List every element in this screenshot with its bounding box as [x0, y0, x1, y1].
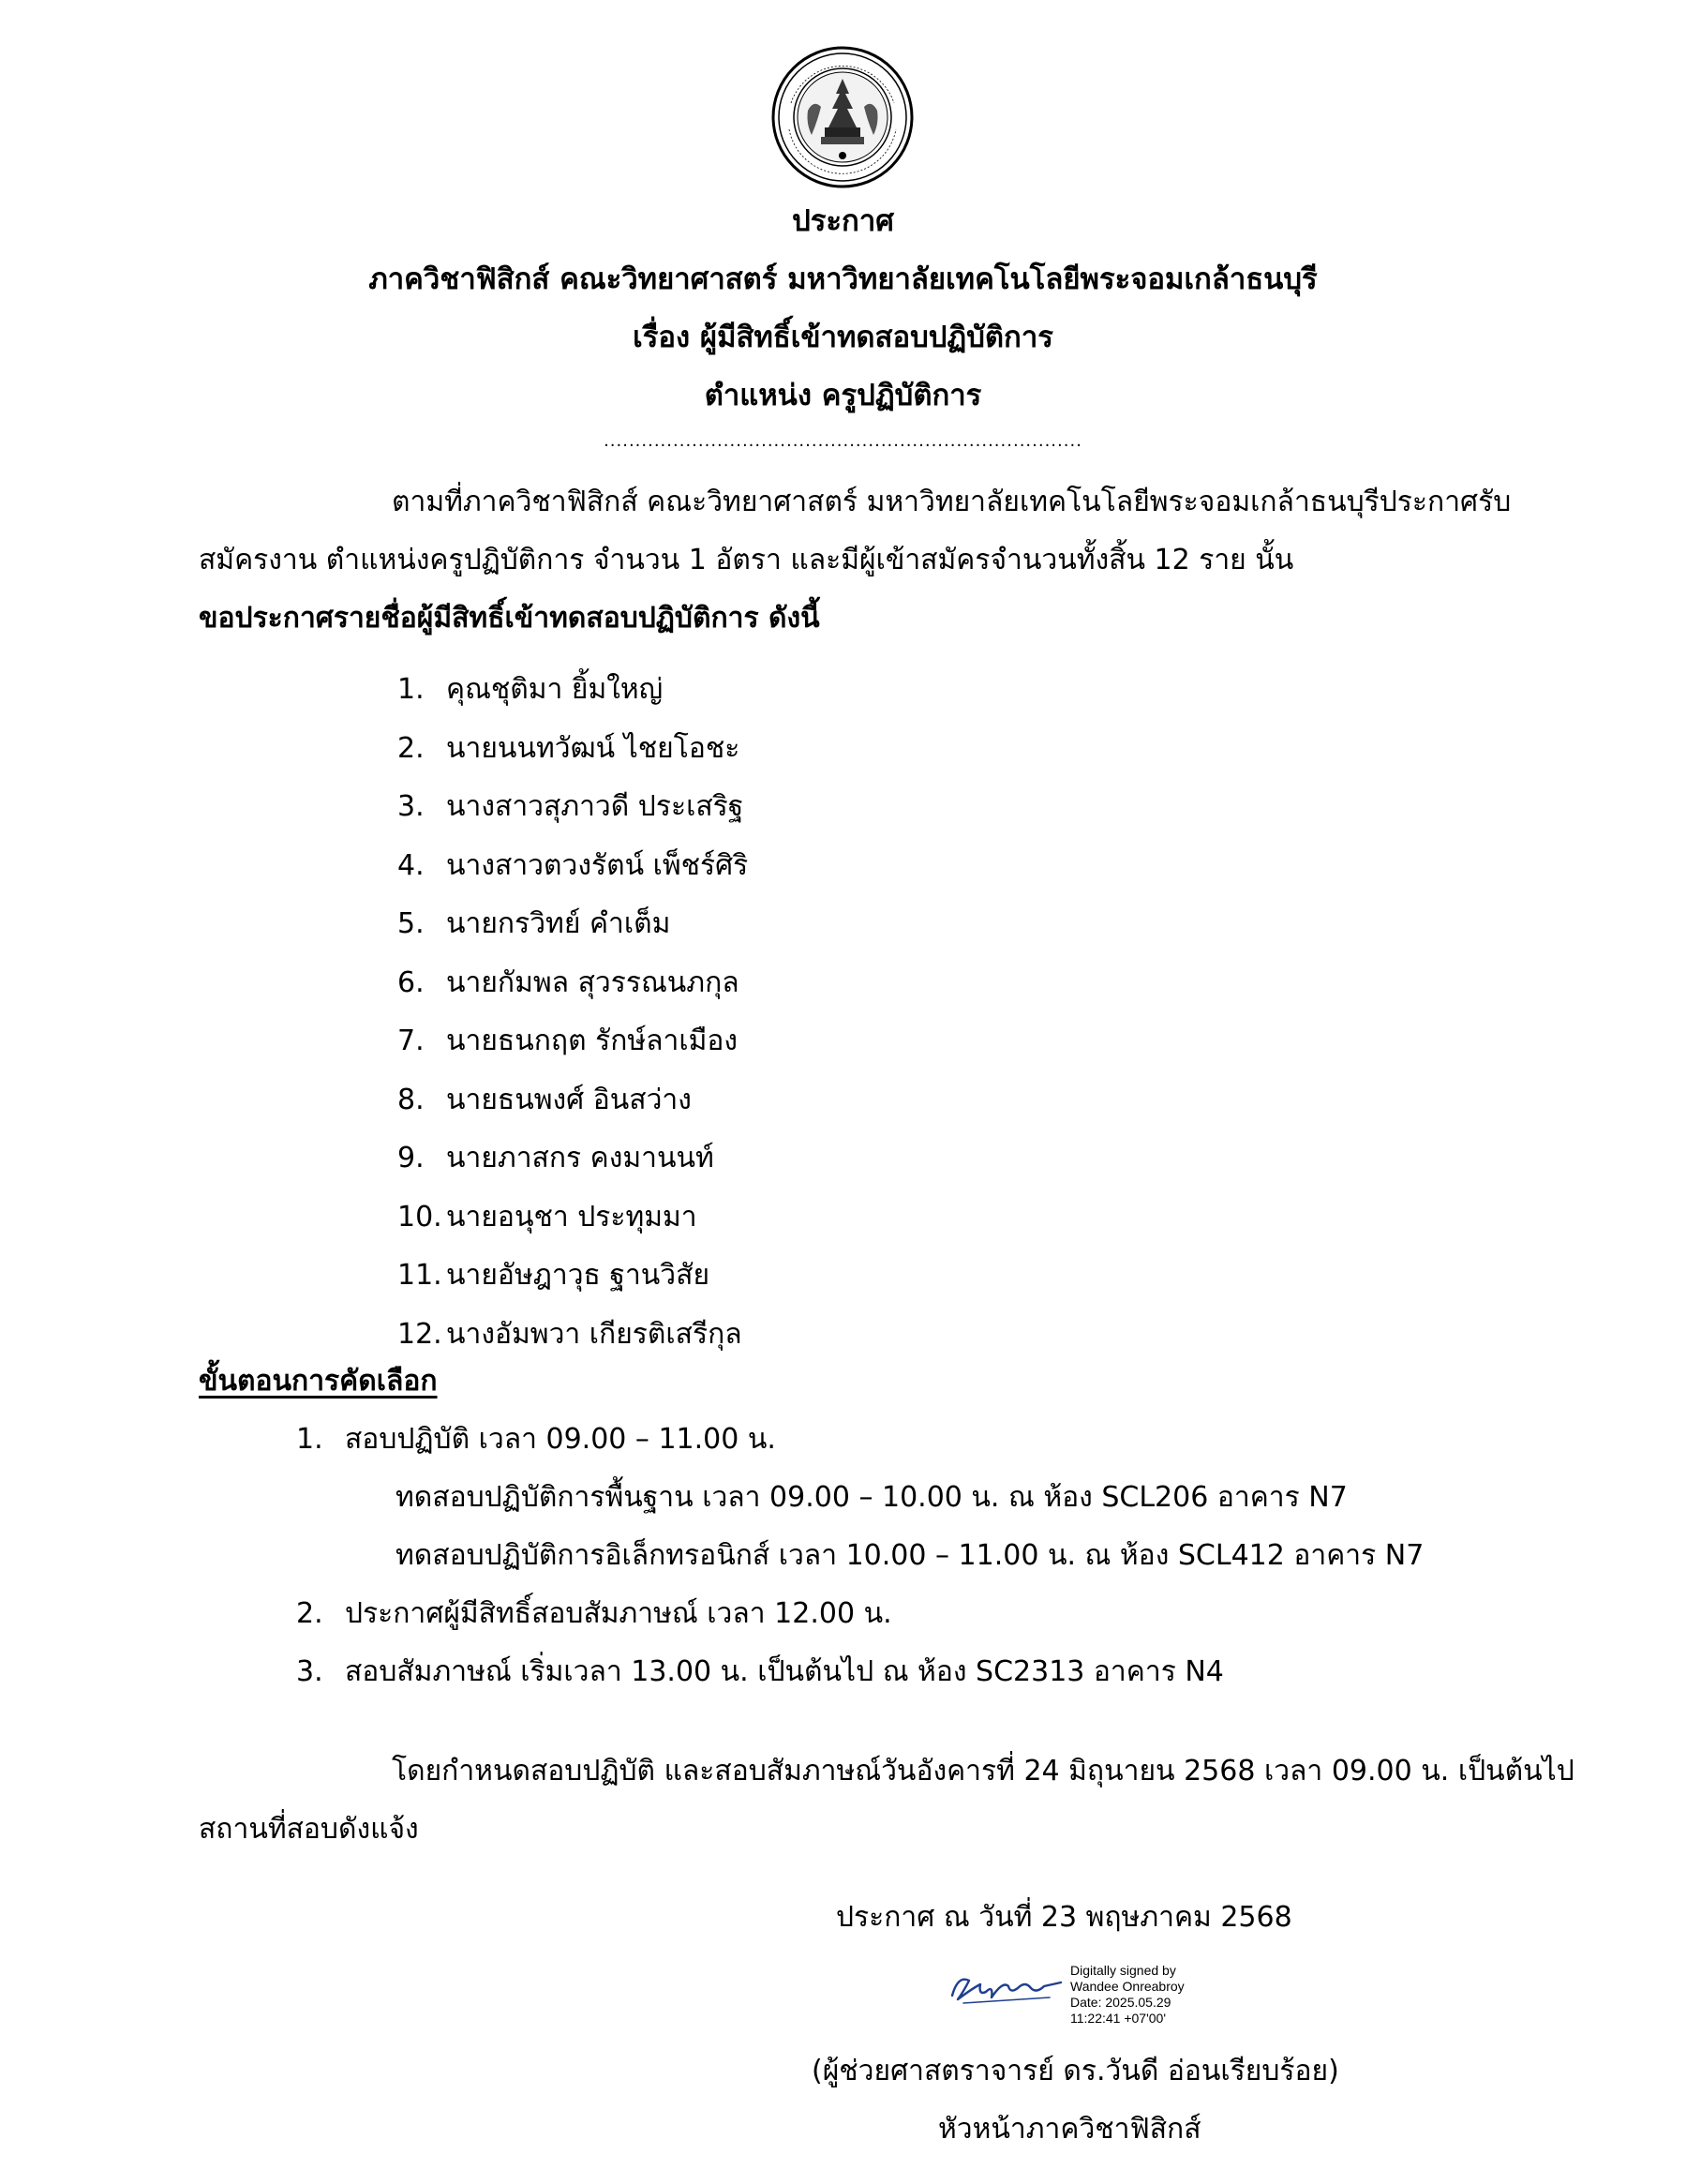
university-seal-logo — [770, 45, 915, 189]
dotted-divider: ............................................................................ — [604, 431, 1082, 451]
signer-role: หัวหน้าภาควิชาฟิสิกส์ — [938, 2113, 1201, 2146]
step-number: 3. — [296, 1655, 323, 1688]
candidate-item — [397, 785, 743, 829]
department-line: ภาควิชาฟิสิกส์ คณะวิทยาศาสตร์ มหาวิทยาลัยเทคโนโลยีพระจอมเกล้าธนบุรี — [368, 262, 1318, 296]
candidate-number: 2. — [397, 731, 425, 765]
procedure-step — [296, 1650, 1224, 1694]
candidate-name: นายภาสกร คงมานนท์ — [446, 1142, 714, 1174]
procedure-sub-2: ทดสอบปฏิบัติการอิเล็กทรอนิกส์ เวลา 10.00 – 11.00 น. ณ ห้อง SCL412 อาคาร N7 — [395, 1539, 1425, 1572]
digital-signed-by: Digitally signed by — [1070, 1963, 1176, 1978]
step-number: 2. — [296, 1597, 323, 1630]
step-text: สอบสัมภาษณ์ เริ่มเวลา 13.00 น. เป็นต้นไป ณ ห้อง SC2313 อาคาร N4 — [345, 1655, 1224, 1688]
candidate-name: นายอนุชา ประทุมมา — [446, 1200, 697, 1234]
signer-name: (ผู้ช่วยศาสตราจารย์ ดร.วันดี อ่อนเรียบร้อย) — [812, 2055, 1339, 2087]
procedure-heading: ขั้นตอนการคัดเลือก — [199, 1365, 438, 1398]
candidate-name: นางสาวตวงรัตน์ เพ็ชร์ศิริ — [446, 848, 749, 882]
handwritten-signature — [945, 1964, 1067, 2011]
candidate-name: นายกรวิทย์ คำเต็ม — [446, 907, 671, 940]
intro-line-1: ตามที่ภาควิชาฟิสิกส์ คณะวิทยาศาสตร์ มหาวิทยาลัยเทคโนโลยีพระจอมเกล้าธนบุรีประกาศรับ — [392, 486, 1512, 518]
step-text: ประกาศผู้มีสิทธิ์สอบสัมภาษณ์ เวลา 12.00 น. — [345, 1597, 892, 1630]
candidate-item — [397, 1253, 709, 1297]
closing-line-1: โดยกำหนดสอบปฏิบัติ และสอบสัมภาษณ์วันอังคารที่ 24 มิถุนายน 2568 เวลา 09.00 น. เป็นต้นไป — [392, 1755, 1574, 1788]
closing-line-2: สถานที่สอบดังแจ้ง — [199, 1813, 419, 1846]
candidate-item — [397, 1078, 692, 1122]
candidate-item — [397, 1312, 742, 1356]
candidate-name: นายธนกฤต รักษ์ลาเมือง — [446, 1025, 739, 1057]
candidate-number: 9. — [397, 1142, 425, 1174]
candidate-item — [397, 1019, 738, 1063]
candidate-item — [397, 902, 670, 946]
candidate-item — [397, 1136, 714, 1180]
candidate-number: 10. — [397, 1200, 442, 1234]
candidate-name: นายนนทวัฒน์ ไชยโอชะ — [446, 731, 740, 765]
announce-heading: ขอประกาศรายชื่อผู้มีสิทธิ์เข้าทดสอบปฏิบัติการ ดังนี้ — [199, 602, 820, 635]
digital-sign-date: Date: 2025.05.29 — [1070, 1995, 1171, 2010]
candidate-item — [397, 667, 663, 711]
candidate-item — [397, 1195, 697, 1239]
position-line: ตำแหน่ง ครูปฏิบัติการ — [704, 379, 982, 412]
candidate-number: 6. — [397, 965, 425, 999]
candidate-number: 7. — [397, 1025, 425, 1057]
candidate-name: นายอัษฎาวุธ ฐานวิสัย — [446, 1259, 710, 1292]
procedure-step — [296, 1592, 892, 1636]
step-text: สอบปฏิบัติ เวลา 09.00 – 11.00 น. — [345, 1423, 776, 1456]
procedure-sub-1: ทดสอบปฏิบัติการพื้นฐาน เวลา 09.00 – 10.00 น. ณ ห้อง SCL206 อาคาร N7 — [395, 1481, 1348, 1514]
candidate-item — [397, 961, 739, 1005]
candidate-number: 11. — [397, 1259, 442, 1292]
step-number: 1. — [296, 1423, 323, 1456]
procedure-step — [296, 1417, 776, 1461]
digital-sign-time: 11:22:41 +07'00' — [1070, 2011, 1167, 2026]
candidate-number: 12. — [397, 1317, 442, 1351]
candidate-number: 1. — [397, 673, 425, 706]
candidate-name: คุณชุติมา ยิ้มใหญ่ — [446, 673, 664, 706]
candidate-item — [397, 844, 748, 888]
candidate-name: นางสาวสุภาวดี ประเสริฐ — [446, 790, 744, 823]
candidate-number: 8. — [397, 1083, 425, 1116]
digital-signature-text — [1070, 1963, 1185, 2027]
candidate-number: 4. — [397, 848, 425, 882]
announcement-title: ประกาศ — [792, 204, 894, 238]
intro-line-2: สมัครงาน ตำแหน่งครูปฏิบัติการ จำนวน 1 อัตรา และมีผู้เข้าสมัครจำนวนทั้งสิ้น 12 ราย นั้น — [199, 544, 1294, 576]
candidate-name: นายกัมพล สุวรรณนภกุล — [446, 965, 739, 999]
candidate-item — [397, 726, 739, 770]
subject-line: เรื่อง ผู้มีสิทธิ์เข้าทดสอบปฏิบัติการ — [633, 321, 1053, 354]
digital-signer-name: Wandee Onreabroy — [1070, 1979, 1185, 1994]
candidate-number: 3. — [397, 790, 425, 823]
announcement-date: ประกาศ ณ วันที่ 23 พฤษภาคม 2568 — [836, 1901, 1292, 1934]
candidate-number: 5. — [397, 907, 425, 940]
candidate-name: นางอัมพวา เกียรติเสรีกุล — [446, 1317, 742, 1351]
candidate-name: นายธนพงศ์ อินสว่าง — [446, 1083, 692, 1116]
